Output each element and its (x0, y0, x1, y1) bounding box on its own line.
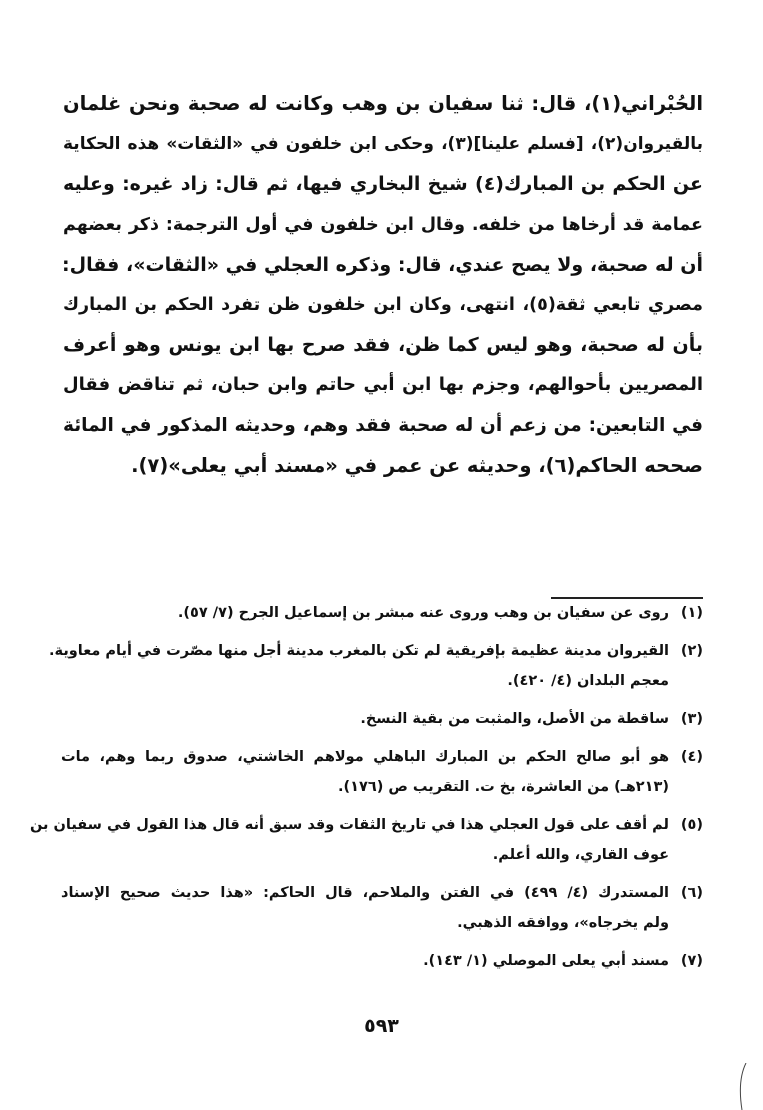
footnote-2 (49, 636, 703, 696)
footnote-line: ولم يخرجاه»، ووافقه الذهبي. (457, 915, 669, 931)
footnote-line: المستدرك (٤/ ٤٩٩) في الفتن والملاحم، قال الحاكم: «هذا حديث صحيح الإسناد (61, 885, 670, 901)
footnote-body (61, 598, 669, 628)
main-text-line: عمامة قد أرخاها من خلفه. وقال ابن خلفون في أول الترجمة: ذكر بعضهم (63, 214, 703, 235)
footnote-body (30, 810, 669, 870)
main-text-line: صححه الحاكم(٦)، وحديثه عن عمر في «مسند أبي يعلى»(٧). (131, 453, 703, 477)
footnote-number: (٣) (680, 711, 703, 727)
footnote-body (61, 704, 669, 734)
footnote-body (61, 946, 669, 976)
footnote-line: روى عن سفيان بن وهب وروى عنه مبشر بن إسماعيل الجرح (٧/ ٥٧). (177, 605, 669, 621)
page-edge-mark (736, 1063, 750, 1110)
footnote-line: (٢١٣هـ) من العاشرة، بخ ت. التقريب ص (١٧٦). (338, 779, 669, 795)
main-text-line: المصريين بأحوالهم، وجزم بها ابن أبي حاتم وابن حبان، ثم تناقض فقال (63, 374, 703, 396)
main-text-line: مصري تابعي ثقة(٥)، انتهى، وكان ابن خلفون ظن تفرد الحكم بن المبارك (63, 294, 703, 315)
footnote-body (61, 878, 669, 938)
footnote-body (61, 742, 669, 802)
footnote-body (49, 636, 669, 696)
main-text-block (63, 84, 703, 486)
main-text-line: بالقيروان(٢)، [فسلم علينا](٣)، وحكى ابن خلفون في «الثقات» هذه الحكاية (63, 134, 703, 155)
footnote-line: عوف القاري، والله أعلم. (492, 847, 669, 863)
footnote-line: لم أقف على قول العجلي هذا في تاريخ الثقات وقد سبق أنه قال هذا القول في سفيان بن (29, 817, 669, 833)
footnote-number: (١) (680, 605, 703, 621)
footnote-number: (٢) (680, 643, 703, 659)
footnote-number: (٤) (680, 749, 703, 765)
footnote-line: ساقطة من الأصل، والمثبت من بقية النسخ. (360, 711, 669, 727)
footnote-3 (61, 704, 703, 734)
footnote-number: (٥) (680, 817, 703, 833)
footnote-4 (61, 742, 703, 802)
main-text-line: في التابعين: من زعم أن له صحبة فقد وهم، وحديثه المذكور في المائة (63, 414, 703, 436)
footnote-line: القيروان مدينة عظيمة بإفريقية لم تكن بالمغرب مدينة أجل منها مصّرت في أيام معاوية. (49, 643, 669, 659)
footnote-7 (61, 946, 703, 976)
footnote-line: معجم البلدان (٤/ ٤٢٠). (507, 673, 669, 689)
footnote-line: هو أبو صالح الحكم بن المبارك الباهلي مولاهم الخاشتي، صدوق ربما وهم، مات (61, 749, 669, 765)
main-text-line: الحُبْراني(١)، قال: ثنا سفيان بن وهب وكانت له صحبة ونحن غلمان (63, 92, 703, 115)
main-text-line: عن الحكم بن المبارك(٤) شيخ البخاري فيها، ثم قال: زاد غيره: وعليه (63, 173, 703, 196)
footnote-line: مسند أبي يعلى الموصلي (١/ ١٤٣). (423, 953, 669, 969)
page-number: ٥٩٣ (364, 1015, 399, 1037)
footnote-1 (61, 598, 703, 628)
footnote-number: (٦) (680, 885, 703, 901)
footnotes-block (29, 598, 703, 984)
footnote-5 (29, 810, 703, 870)
main-text-line: أن له صحبة، ولا يصح عندي، قال: وذكره العجلي في «الثقات»، فقال: (62, 253, 703, 276)
footnote-number: (٧) (680, 953, 703, 969)
main-text-line: بأن له صحبة، وهو ليس كما ظن، فقد صرح بها ابن يونس وهو أعرف (63, 334, 703, 357)
footnote-6 (61, 878, 703, 938)
